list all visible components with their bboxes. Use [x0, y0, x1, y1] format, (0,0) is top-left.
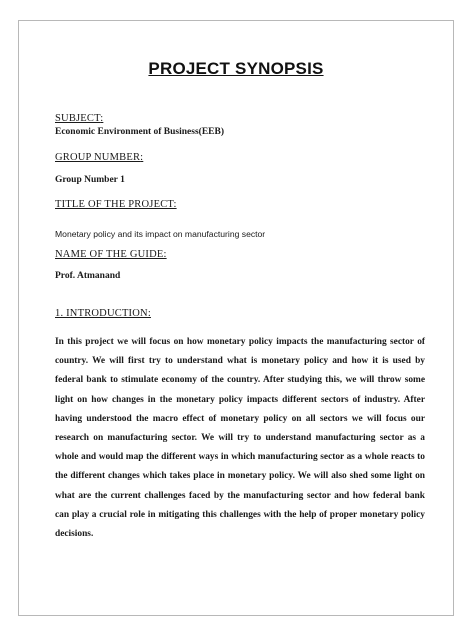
subject-heading-label: SUBJECT	[55, 113, 101, 124]
introduction-heading: 1. INTRODUCTION:	[55, 308, 151, 319]
subject-heading	[55, 113, 103, 124]
guide-value: Prof. Atmanand	[55, 271, 121, 281]
subject-heading-colon: :	[100, 113, 104, 124]
group-heading-colon: :	[140, 152, 144, 163]
subject-value: Economic Environment of Business(EEB)	[55, 127, 224, 137]
project-title-value: Monetary policy and its impact on manufacturing sector	[55, 229, 266, 239]
guide-heading: NAME OF THE GUIDE:	[55, 249, 167, 260]
project-title-heading: TITLE OF THE PROJECT:	[55, 199, 177, 210]
group-value: Group Number 1	[55, 175, 125, 185]
group-heading	[55, 152, 143, 163]
document-page	[18, 20, 454, 616]
introduction-paragraph: In this project we will focus on how monetary policy impacts the manufacturing sector of country. We will first try to understand what is monetary policy and how it is used by federal bank to stimulate economy of the country. After studying this, we will throw some light on how changes in the monetary policy impacts different sectors of industry. After having understood the macro effect of monetary policy on all sectors we will focus our research on manufacturing sector. We will try to understand manufacturing sector as a whole and would map the different ways in which manufacturing sector as a whole reacts to the different changes which takes place in monetary policy. We will also shed some light on what are the current challenges faced by the manufacturing sector and how federal bank can play a crucial role in mitigating this challenges with the help of proper monetary policy decisions.	[55, 337, 425, 540]
page-title: PROJECT SYNOPSIS	[148, 59, 324, 78]
group-heading-label: GROUP NUMBER	[55, 152, 141, 163]
